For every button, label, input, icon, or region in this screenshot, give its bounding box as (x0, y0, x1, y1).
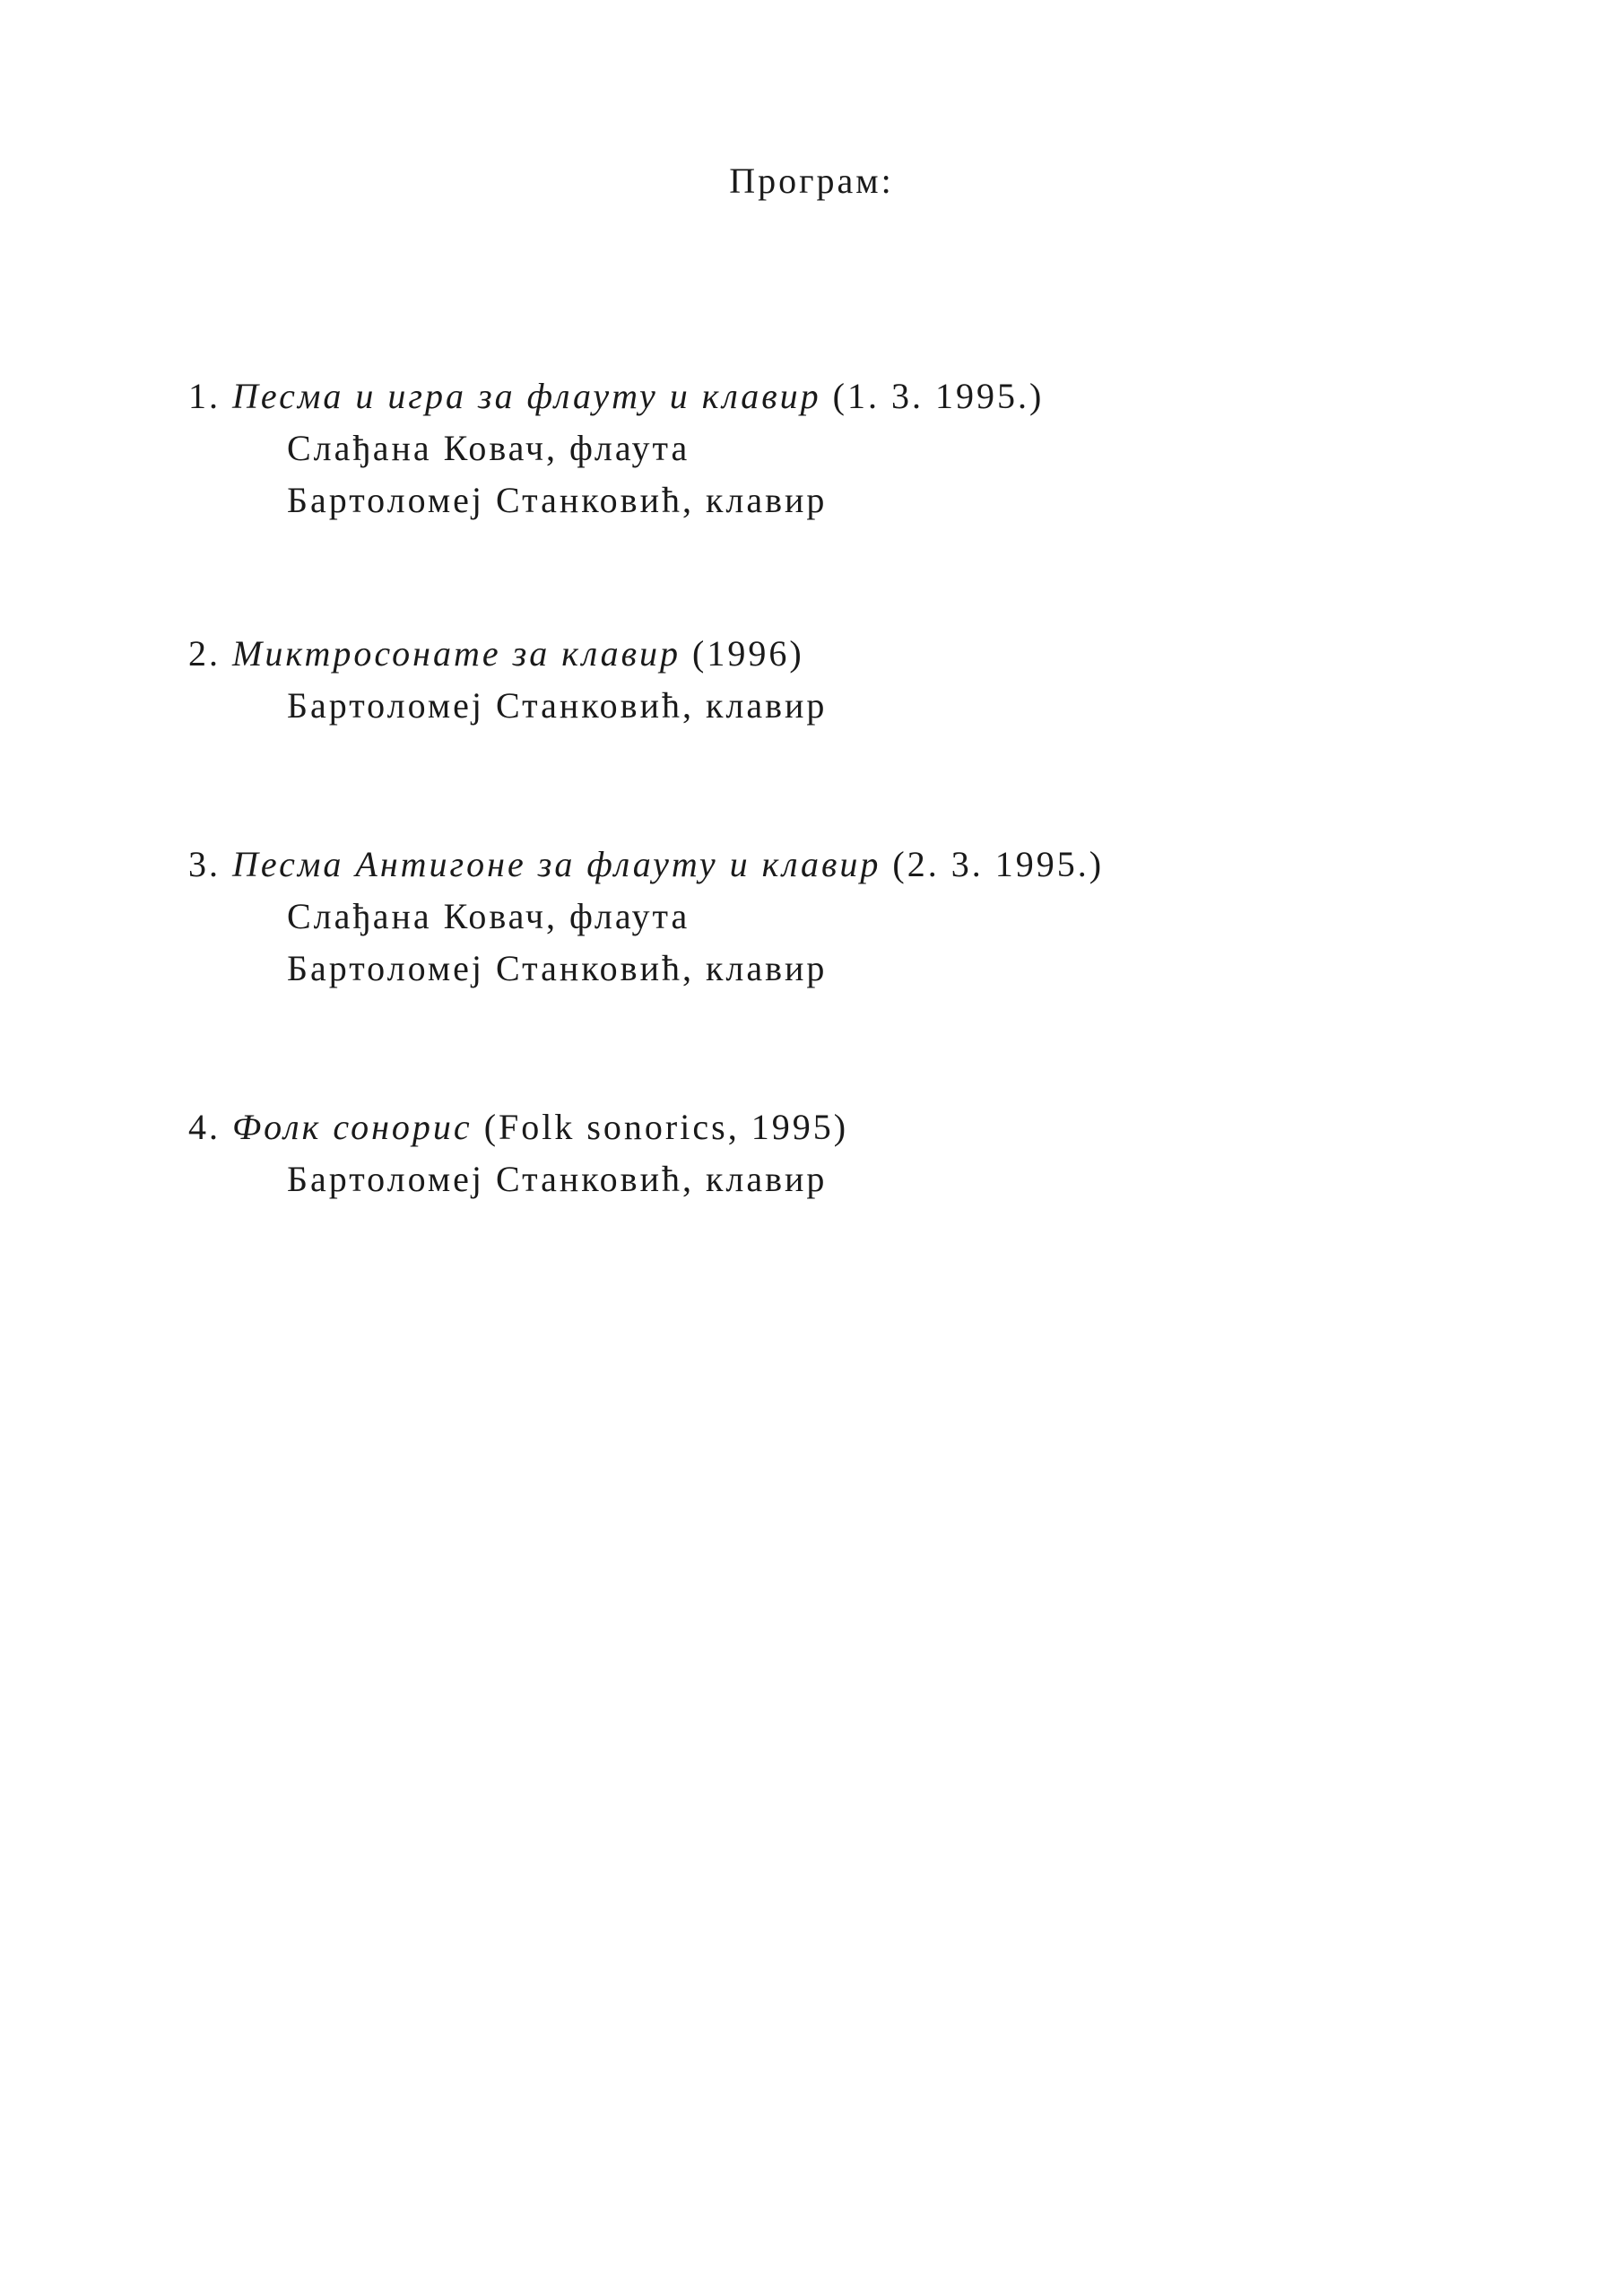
program-item (188, 1101, 1533, 1205)
work-title: Песма Антигоне за флауту и клавир (232, 844, 881, 884)
performer: Бартоломеј Станковић, клавир (287, 480, 828, 520)
program-item-header (188, 370, 1533, 422)
performer: Бартоломеј Станковић, клавир (287, 685, 828, 726)
work-date: (1. 3. 1995.) (832, 376, 1045, 416)
program-item-header (188, 628, 1533, 680)
work-date: (1996) (692, 633, 804, 674)
item-number: 2. (188, 633, 221, 674)
page-heading: Програм: (729, 161, 894, 201)
work-title: Песма и игра за флауту и клавир (232, 376, 821, 416)
work-date: (2. 3. 1995.) (892, 844, 1105, 884)
performer: Слађана Ковач, флаута (287, 896, 690, 936)
work-title: Фолк сонорис (232, 1107, 473, 1147)
item-number: 3. (188, 844, 221, 884)
program-item (188, 628, 1533, 732)
program-item (188, 839, 1533, 995)
item-number: 1. (188, 376, 221, 416)
program-item-header (188, 1101, 1533, 1153)
program-item-header (188, 839, 1533, 891)
performer: Слађана Ковач, флаута (287, 428, 690, 468)
item-number: 4. (188, 1107, 221, 1147)
performer: Бартоломеј Станковић, клавир (287, 1159, 828, 1199)
performer: Бартоломеј Станковић, клавир (287, 948, 828, 988)
work-date: (Folk sonorics, 1995) (483, 1107, 849, 1147)
work-title: Миктросонате за клавир (232, 633, 681, 674)
program-item (188, 370, 1533, 526)
